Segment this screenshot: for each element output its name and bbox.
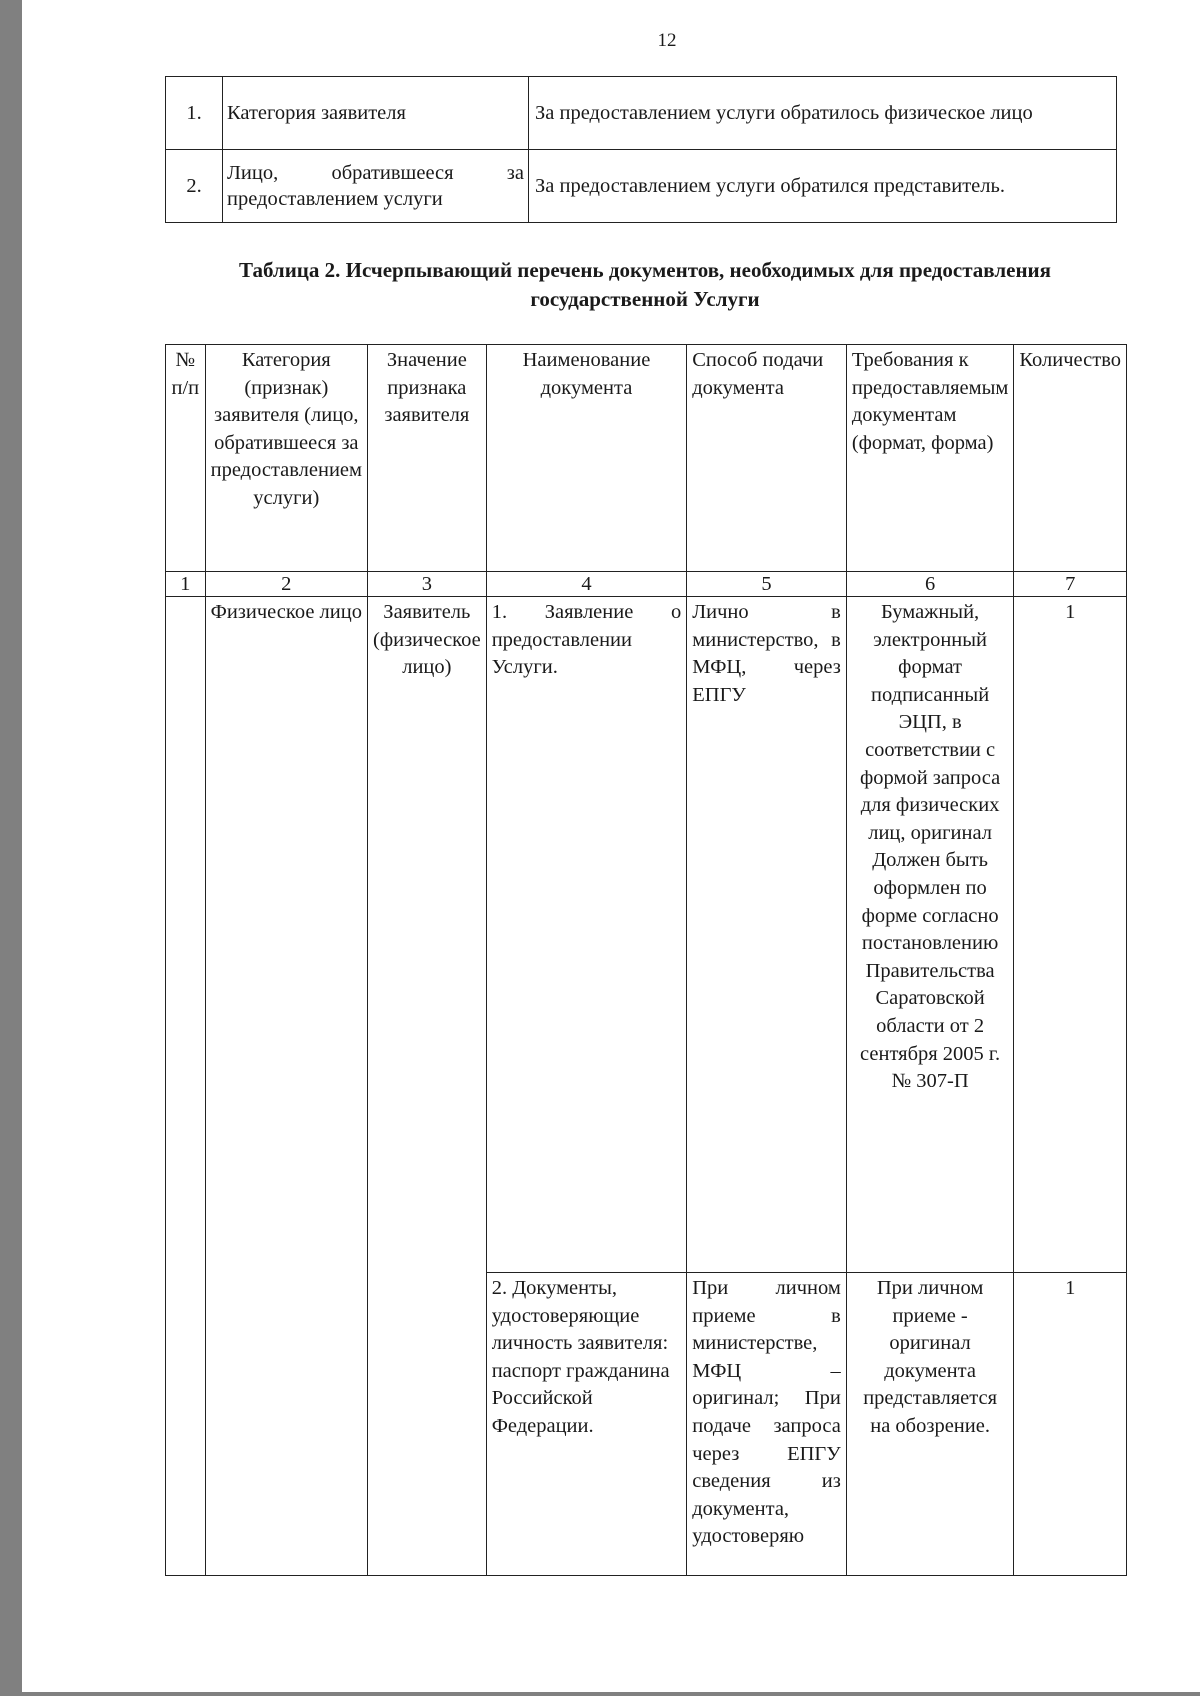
row-category: Лицо, обратившееся за предоставлением услуги <box>223 150 529 223</box>
column-number: 1 <box>166 572 206 597</box>
row-number: 1. <box>166 77 223 150</box>
header-cell: Требования к предоставляемым документам (формат, форма) <box>846 345 1014 572</box>
document-name: 1. Заявление о предоставлении Услуги. <box>486 597 687 1273</box>
header-row <box>166 345 1127 572</box>
header-cell: Наименование документа <box>486 345 687 572</box>
table-row <box>166 77 1117 150</box>
column-number: 4 <box>486 572 687 597</box>
column-number: 2 <box>205 572 367 597</box>
page-number: 12 <box>657 30 677 51</box>
document-name: 2. Документы, удостоверяющие личность заявителя: паспорт гражданина Российской Федерации. <box>486 1273 687 1576</box>
header-cell: Категория (признак) заявителя (лицо, обратившееся за предоставлением услуги) <box>205 345 367 572</box>
submission-method: При личном приеме в министерстве, МФЦ – оригинал; При подаче запроса через ЕПГУ сведения из документа, удостоверяю <box>687 1273 847 1576</box>
table-caption: Таблица 2. Исчерпывающий перечень документов, необходимых для предоставления государственной Услуги <box>238 258 1052 311</box>
attribute-value: Заявитель (физическое лицо) <box>368 597 487 1576</box>
documents-table <box>165 344 1127 1576</box>
applicant-summary-table <box>165 76 1117 223</box>
document-requirements: Бумажный, электронный формат подписанный ЭЦП, в соответствии с формой запроса для физических лиц, оригинал Должен быть оформлен по форме согласно постановлению Правительства Саратовской области от 2 сентября 2005 г. № 307-П <box>846 597 1014 1273</box>
submission-method: Лично в министерство, в МФЦ, через ЕПГУ <box>687 597 847 1273</box>
header-cell: Количество <box>1014 345 1127 572</box>
column-number: 3 <box>368 572 487 597</box>
column-number-row <box>166 572 1127 597</box>
row-number-cell <box>166 597 206 1576</box>
row-value: За предоставлением услуги обратился представитель. <box>529 150 1117 223</box>
document-requirements: При личном приеме - оригинал документа представляется на обозрение. <box>846 1273 1014 1576</box>
document-quantity: 1 <box>1014 597 1127 1273</box>
applicant-category: Физическое лицо <box>205 597 367 1576</box>
table-row <box>166 150 1117 223</box>
header-cell: Значение признака заявителя <box>368 345 487 572</box>
row-category: Категория заявителя <box>223 77 529 150</box>
header-cell: № п/п <box>166 345 206 572</box>
column-number: 7 <box>1014 572 1127 597</box>
column-number: 6 <box>846 572 1014 597</box>
document-quantity: 1 <box>1014 1273 1127 1576</box>
column-number: 5 <box>687 572 847 597</box>
row-number: 2. <box>166 150 223 223</box>
row-value: За предоставлением услуги обратилось физическое лицо <box>529 77 1117 150</box>
header-cell: Способ подачи документа <box>687 345 847 572</box>
table-row <box>166 597 1127 1273</box>
